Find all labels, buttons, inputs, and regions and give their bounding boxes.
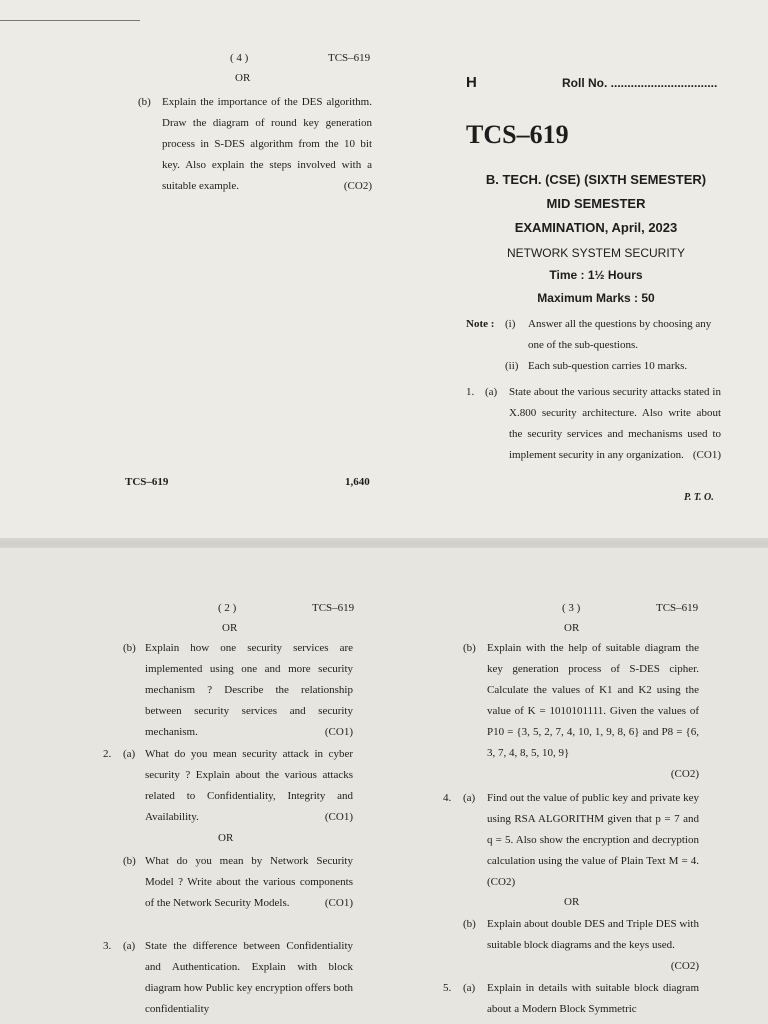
question-text: State about the various security attacks stated in X.800 security architecture. Also write about the security services and mechanisms used to implement security in any organization. (CO1) xyxy=(509,382,721,466)
question-label: (b) xyxy=(463,918,476,930)
question-text: Explain the importance of the DES algorithm. Draw the diagram of round key generation process in S-DES algorithm from the 10 bit key. Also explain the steps involved with a suitable example. (CO2) xyxy=(162,92,372,197)
paper-code: TCS–619 xyxy=(312,602,355,614)
paper-code: TCS–619 xyxy=(328,52,371,64)
co-marks: (CO2) xyxy=(670,768,699,780)
page-number: ( 2 ) xyxy=(218,602,237,614)
or-divider: OR xyxy=(218,832,234,844)
or-divider: OR xyxy=(564,896,580,908)
note-label: Note : xyxy=(466,318,495,330)
exam-page-bottom xyxy=(0,548,768,1024)
exam-time: Time : 1½ Hours xyxy=(549,268,643,282)
question-label: (a) xyxy=(463,792,476,804)
co-marks: (CO1) xyxy=(324,811,353,823)
note-i-text: Answer all the questions by choosing any one of the sub-questions. xyxy=(528,318,712,351)
or-divider: OR xyxy=(564,622,580,634)
co-marks: (CO1) xyxy=(324,726,353,738)
fold-line xyxy=(0,20,140,21)
or-divider: OR xyxy=(235,72,251,84)
maximum-marks: Maximum Marks : 50 xyxy=(537,291,655,305)
note-i-label: (i) xyxy=(505,318,516,330)
question-label: (b) xyxy=(123,855,136,867)
question-number: 5. xyxy=(443,982,452,994)
co-marks: (CO2) xyxy=(343,180,372,192)
question-label: (b) xyxy=(138,96,151,108)
question-label: (a) xyxy=(123,940,136,952)
subject-title: NETWORK SYSTEM SECURITY xyxy=(506,246,685,260)
question-text: State the difference between Confidentiality and Authentication. Explain with block diagram how Public key encryption offers both confidentiality xyxy=(145,940,353,1015)
page-number: ( 3 ) xyxy=(562,602,581,614)
question-label: (a) xyxy=(123,748,136,760)
question-label: (a) xyxy=(485,386,498,398)
course-title: B. TECH. (CSE) (SIXTH SEMESTER) xyxy=(485,172,707,187)
or-divider: OR xyxy=(222,622,238,634)
exam-title-1: MID SEMESTER xyxy=(546,196,646,211)
question-number: 3. xyxy=(103,940,112,952)
question-label: (b) xyxy=(463,642,476,654)
roll-number-field: Roll No. ................................ xyxy=(562,76,718,90)
page-number: ( 4 ) xyxy=(230,52,249,64)
question-text: What do you mean by Network Security Model ? Write about the various components of the Network Security Models. (CO1) xyxy=(145,851,353,914)
paper-code-title: TCS–619 xyxy=(466,120,569,149)
set-label: H xyxy=(466,74,477,91)
paper-code: TCS–619 xyxy=(656,602,699,614)
question-text: What do you mean security attack in cyber security ? Explain about the various attacks related to Confidentiality, Integrity and Availability. (CO1) xyxy=(145,744,353,828)
question-text: Find out the value of public key and private key using RSA ALGORITHM given that p = 7 and q = 5. Also show the encryption and decryption calculation using the value of Plain Text M = 4.(CO2) xyxy=(487,792,699,888)
question-label: (a) xyxy=(463,982,476,994)
question-number: 4. xyxy=(443,792,452,804)
question-text: Explain how one security services are implemented using one and more security mechanism ? Describe the relationship between security services and security mechanism. (CO1) xyxy=(145,638,353,743)
pto-mark: P. T. O. xyxy=(684,492,714,503)
question-text: Explain with the help of suitable diagram the key generation process of S-DES cipher. Calculate the values of K1 and K2 using the value of K = 1010101111. Given the values of P10 = {3, 5, 2, 7, 4, 10, 1, 9, 8, 6} and P8 = {6, 3, 7, 4, 8, 5, 10, 9} xyxy=(487,642,699,759)
co-marks: (CO2) xyxy=(670,960,699,972)
co-marks: (CO1) xyxy=(692,449,721,461)
co-marks: (CO1) xyxy=(324,897,353,909)
question-text: Explain in details with suitable block diagram about a Modern Block Symmetric xyxy=(487,982,699,1015)
exam-title-2: EXAMINATION, April, 2023 xyxy=(514,220,678,235)
question-label: (b) xyxy=(123,642,136,654)
question-number: 1. xyxy=(466,386,475,398)
note-ii-text: Each sub-question carries 10 marks. xyxy=(528,360,688,372)
question-text: Explain about double DES and Triple DES with suitable block diagrams and the keys used. (CO2) xyxy=(487,914,699,977)
question-number: 2. xyxy=(103,748,112,760)
note-ii-label: (ii) xyxy=(505,360,519,372)
footer-code: TCS–619 xyxy=(125,476,169,488)
footer-count: 1,640 xyxy=(345,476,370,488)
